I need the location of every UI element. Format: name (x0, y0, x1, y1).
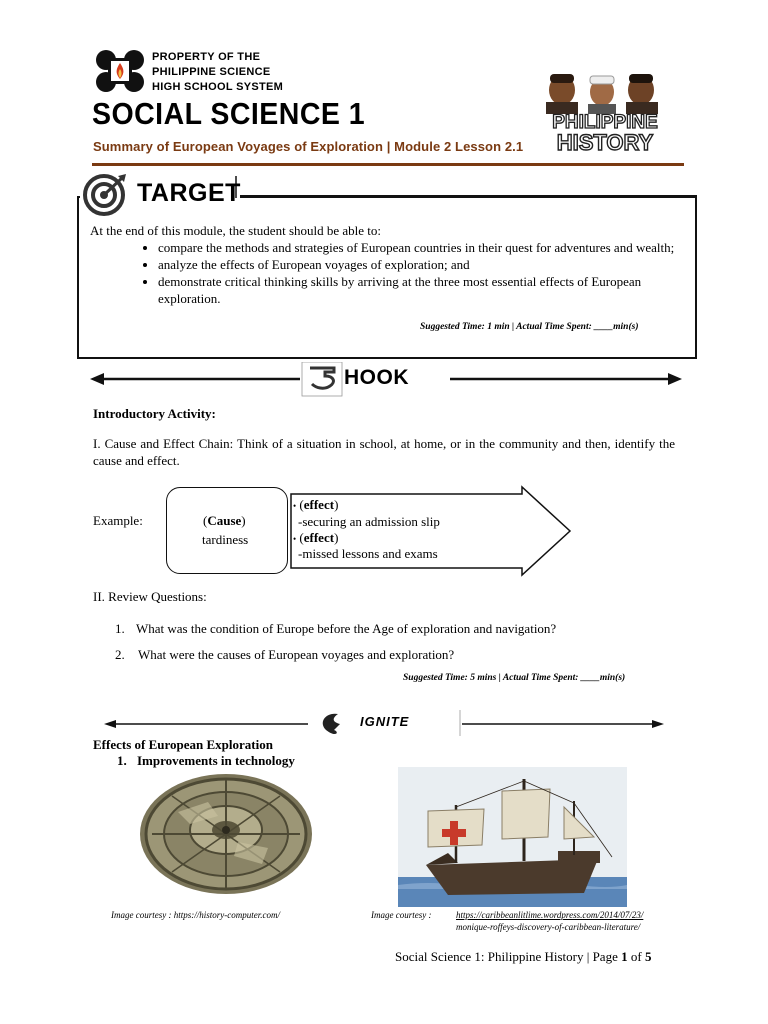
target-suggested-time: Suggested Time: 1 min | Actual Time Spent: ____min(s) (420, 322, 639, 332)
philippine-history-logo (540, 72, 670, 154)
hook-heading: HOOK (344, 366, 409, 389)
astrolabe-image (138, 772, 313, 896)
effect-word: effect (303, 497, 335, 512)
effect-close: ) (334, 530, 339, 545)
target-top-rule (240, 195, 697, 197)
objective-item: • demonstrate critical thinking skills by arriving at the three most essential effects of European exploration. (158, 273, 690, 307)
target-banner (80, 172, 240, 218)
logo-text-philippine: PHILIPPINE (552, 112, 658, 133)
course-title: SOCIAL SCIENCE 1 (92, 96, 366, 131)
effect-detail: -securing an admission slip (298, 514, 440, 529)
effect-word: effect (303, 530, 335, 545)
example-label: Example: (93, 513, 143, 528)
cause-value: tardiness (202, 532, 249, 547)
property-line: PHILIPPINE SCIENCE (152, 66, 271, 78)
ship-image (398, 767, 627, 907)
image-caption-left: Image courtesy : https://history-computer.com/ (111, 910, 280, 920)
ignite-section-title: Effects of European Exploration (93, 737, 273, 752)
image-caption-right-label: Image courtesy : (371, 910, 432, 920)
header-rule (92, 163, 684, 166)
question-number: 1. (115, 621, 125, 636)
ignite-item (117, 752, 295, 769)
cause-close: ) (241, 513, 246, 528)
objective-list (90, 239, 690, 307)
question-text: What was the condition of Europe before the Age of exploration and navigation? (136, 621, 557, 636)
review-question (115, 646, 454, 663)
item-number: 1. (117, 753, 127, 768)
review-title: II. Review Questions: (93, 589, 207, 604)
effect-open: ( (299, 497, 304, 512)
pshs-logo (94, 49, 146, 93)
effect-close: ) (334, 497, 339, 512)
module-subtitle: Summary of European Voyages of Exploration | Module 2 Lesson 2.1 (93, 139, 524, 154)
image-source-link[interactable]: https://caribbeanlitlime.wordpress.com/2014/07/23/ (456, 910, 644, 920)
activity-title: Introductory Activity: (93, 406, 216, 421)
item-title: Improvements in technology (137, 753, 295, 768)
effect-bullet: • (293, 534, 297, 544)
property-line: PROPERTY OF THE (152, 51, 261, 63)
activity-instruction: I. Cause and Effect Chain: Think of a situation in school, at home, or in the community and then, identify the cause and effect. (93, 436, 675, 468)
target-objectives (90, 222, 690, 307)
page-footer (395, 949, 651, 965)
question-number: 2. (115, 647, 125, 662)
image-source-link-continued: monique-roffeys-discovery-of-caribbean-literature/ (456, 922, 641, 932)
ignite-heading: IGNITE (360, 714, 410, 729)
effect-detail: -missed lessons and exams (298, 546, 438, 561)
review-question (115, 620, 556, 637)
footer-of: of (627, 949, 645, 964)
logo-text-history: HISTORY (556, 130, 654, 154)
page-number: 1 (621, 949, 628, 964)
hook-suggested-time: Suggested Time: 5 mins | Actual Time Spent: ____min(s) (403, 673, 626, 683)
effect-bullet: • (293, 501, 297, 511)
cause-word: Cause (207, 513, 242, 528)
property-label (152, 50, 283, 95)
cause-label (203, 512, 246, 529)
objective-item: • analyze the effects of European voyages of exploration; and (158, 256, 690, 273)
target-intro: At the end of this module, the student should be able to: (90, 223, 382, 238)
objective-item: • compare the methods and strategies of European countries in their quest for adventures and wealth; (158, 239, 690, 256)
property-line: HIGH SCHOOL SYSTEM (152, 81, 284, 93)
page-total: 5 (644, 949, 652, 964)
cause-open: ( (203, 513, 208, 528)
question-text: What were the causes of European voyages and exploration? (138, 647, 455, 662)
target-heading: TARGET (137, 179, 241, 207)
footer-text: Social Science 1: Philippine History | Page (395, 949, 622, 964)
effect-open: ( (299, 530, 304, 545)
